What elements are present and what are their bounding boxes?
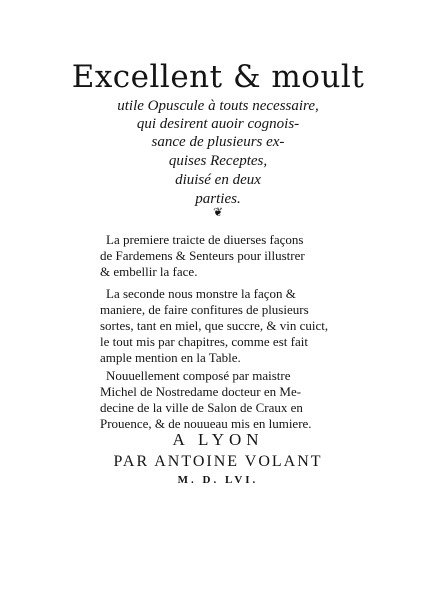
subtitle-line: utile Opuscule à touts necessaire, <box>117 98 319 114</box>
paragraph-author <box>100 368 334 432</box>
paragraph-line: Nouuellement composé par maistre <box>106 368 291 383</box>
imprint-place: A LYON <box>172 430 264 449</box>
paragraph-line: La premiere traicte de diuerses façons <box>106 232 304 247</box>
paragraph-line: & embellir la face. <box>100 264 198 279</box>
book-title: Excellent & moult <box>71 59 365 95</box>
paragraph-line: Michel de Nostredame docteur en Me- <box>100 384 302 399</box>
paragraph-line: ample mention en la Table. <box>100 350 241 365</box>
paragraph-first-part <box>100 232 334 280</box>
paragraph-line: maniere, de faire confitures de plusieurs <box>100 302 309 317</box>
leaf-ornament-icon: ❦ <box>212 205 224 219</box>
imprint-year: M. D. LVI. <box>177 474 259 486</box>
subtitle-line: diuisé en deux <box>175 172 261 188</box>
paragraph-line: de Fardemens & Senteurs pour illustrer <box>100 248 305 263</box>
paragraph-second-part <box>100 286 334 366</box>
subtitle-line: parties. <box>195 191 241 207</box>
subtitle-line: qui desirent auoir cognois- <box>136 116 300 132</box>
subtitle-line: quises Receptes, <box>168 153 268 169</box>
paragraph-line: le tout mis par chapitres, comme est fait <box>100 334 308 349</box>
paragraph-line: decine de la ville de Salon de Craux en <box>100 400 303 415</box>
paragraph-line: La seconde nous monstre la façon & <box>106 286 296 301</box>
subtitle-line: sance de plusieurs ex- <box>151 134 285 150</box>
paragraph-line: sortes, tant en miel, que succre, & vin cuict, <box>100 318 329 333</box>
paragraph-line: Prouence, & de nouueau mis en lumiere. <box>100 416 312 431</box>
imprint-printer: PAR ANTOINE VOLANT <box>113 453 323 470</box>
